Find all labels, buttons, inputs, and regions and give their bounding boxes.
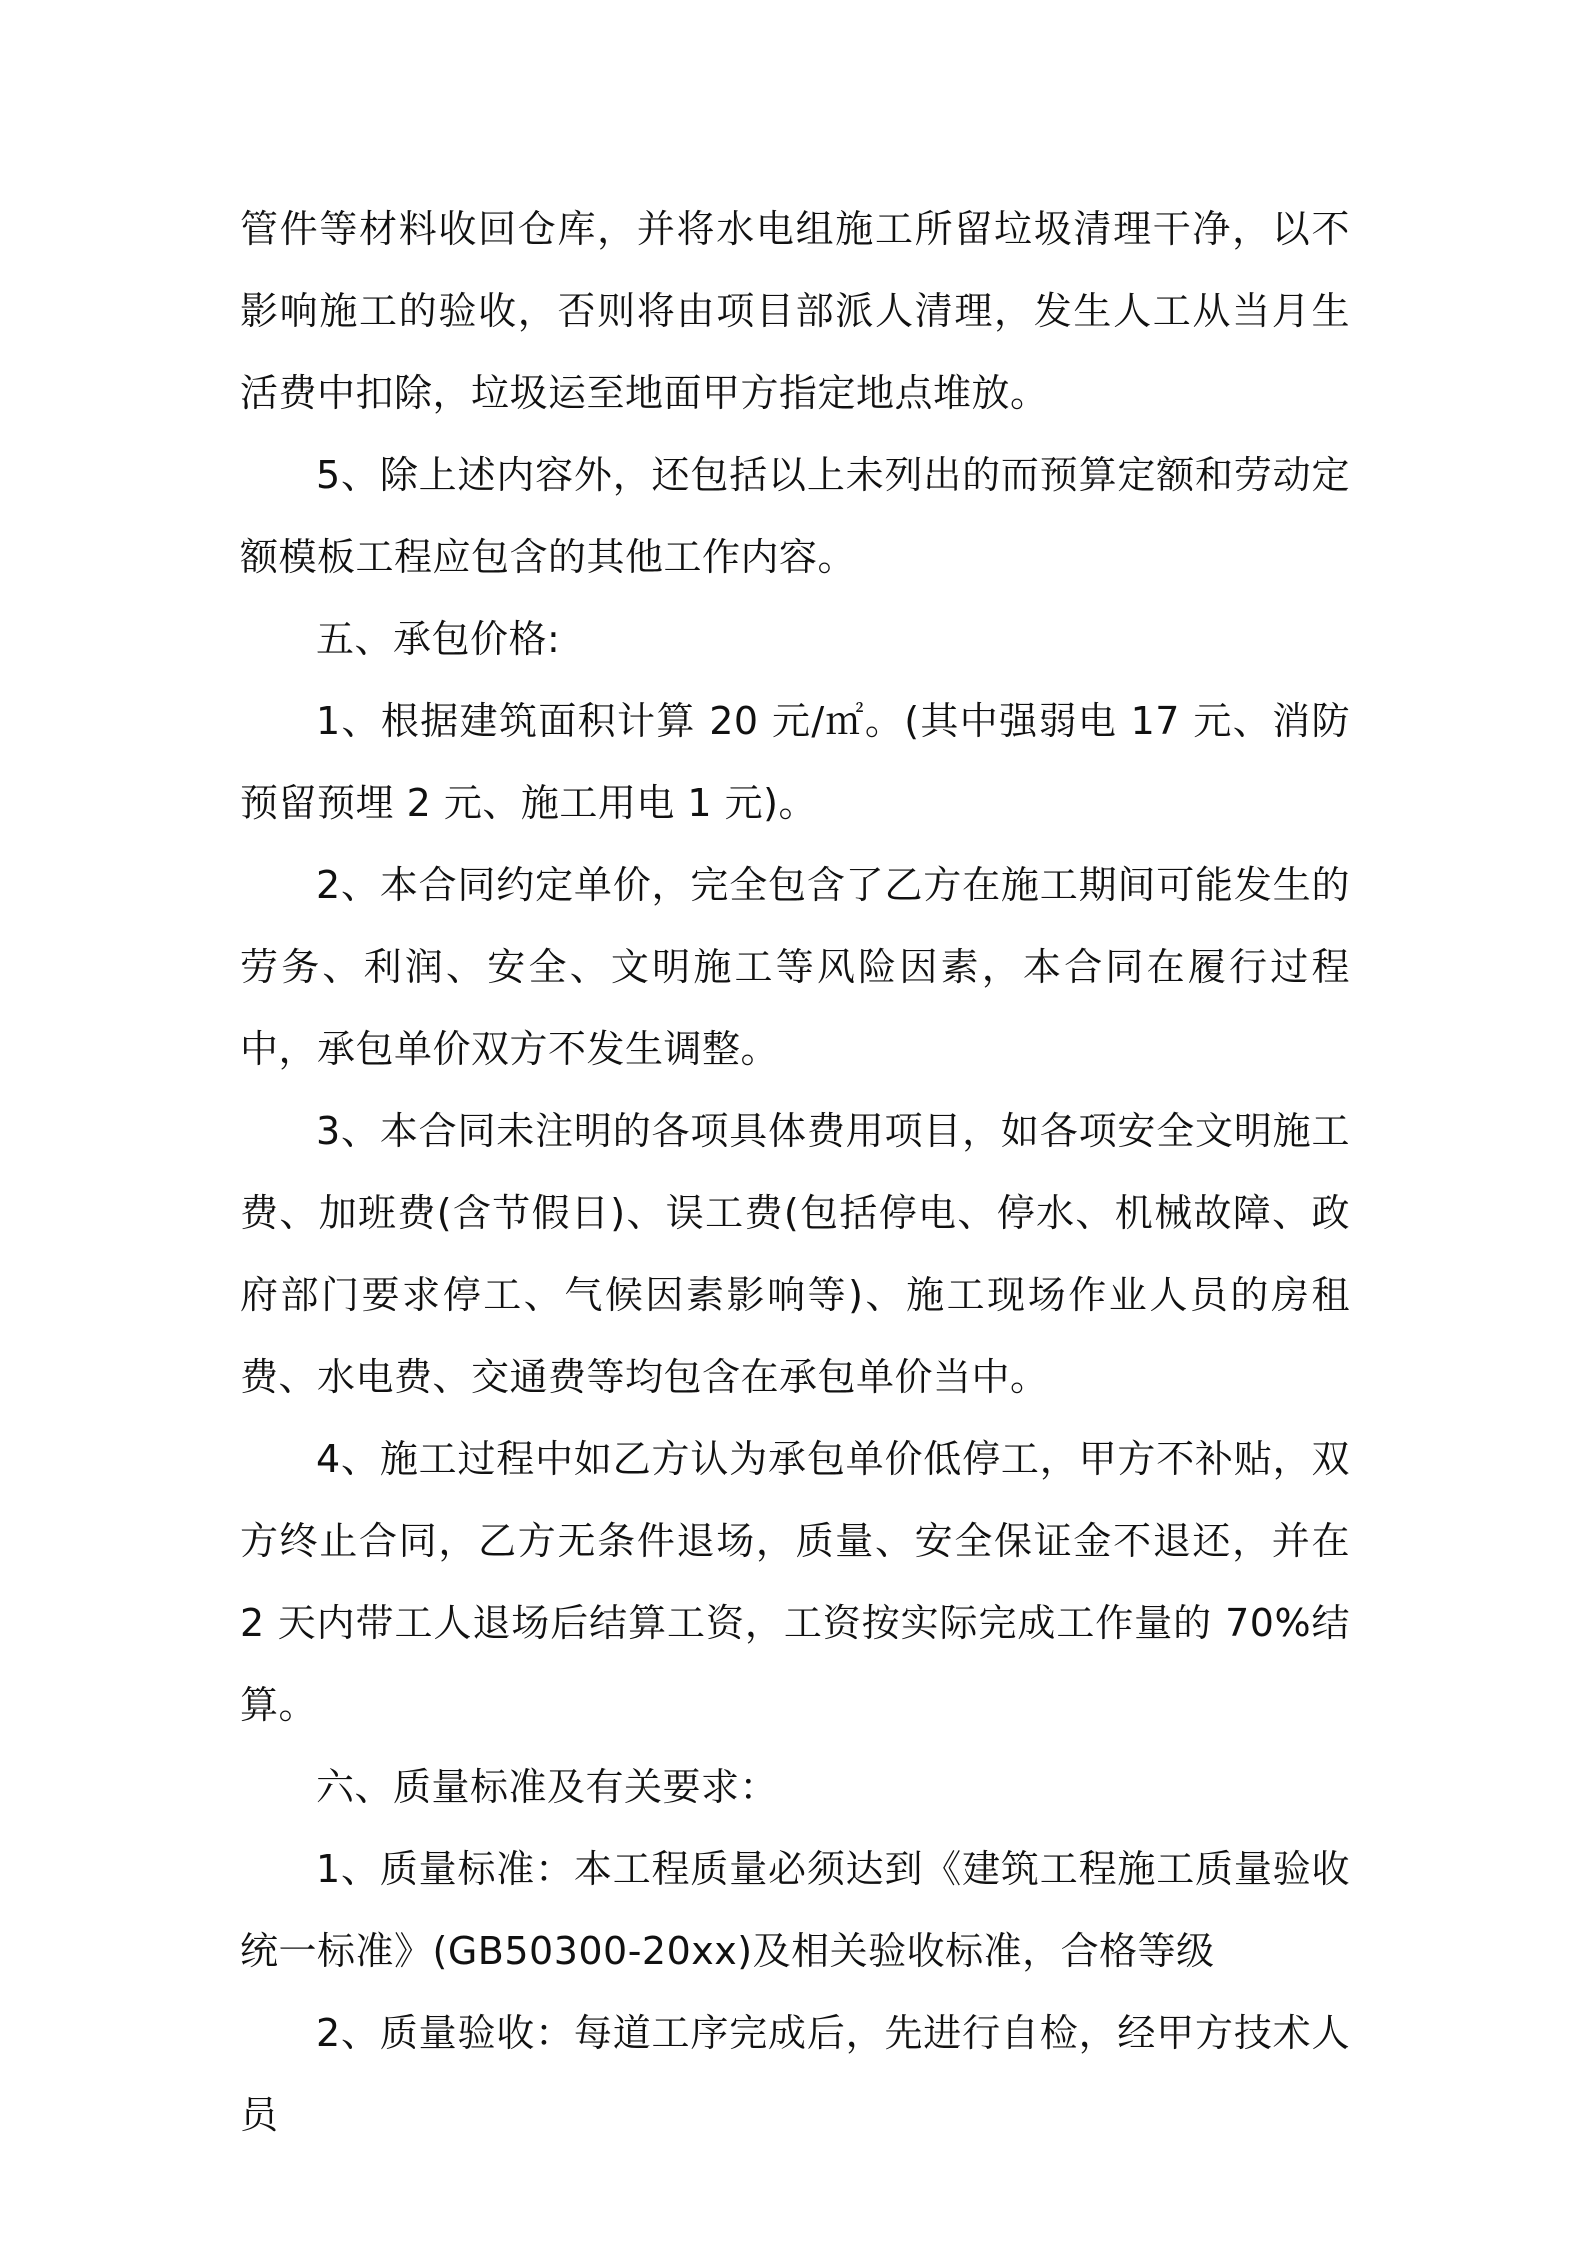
- paragraph-price-item-1: 1、根据建筑面积计算 20 元/㎡。(其中强弱电 17 元、消防预留预埋 2 元、施工用电 1 元)。: [240, 699, 1350, 825]
- section-heading-contract-price: 五、承包价格:: [316, 617, 561, 661]
- paragraph-quality-item-2: 2、质量验收：每道工序完成后，先进行自检，经甲方技术人员: [240, 2011, 1350, 2137]
- section-heading-quality-standards: 六、质量标准及有关要求：: [316, 1765, 779, 1809]
- paragraph-price-item-3: 3、本合同未注明的各项具体费用项目，如各项安全文明施工费、加班费(含节假日)、误工费(包括停电、停水、机械故障、政府部门要求停工、气候因素影响等)、施工现场作业人员的房租费、水电费、交通费等均包含在承包单价当中。: [240, 1109, 1350, 1399]
- paragraph-item-5-other-work: 5、除上述内容外，还包括以上未列出的而预算定额和劳动定额模板工程应包含的其他工作内容。: [240, 453, 1350, 579]
- paragraph-price-item-2: 2、本合同约定单价，完全包含了乙方在施工期间可能发生的劳务、利润、安全、文明施工等风险因素，本合同在履行过程中，承包单价双方不发生调整。: [240, 863, 1350, 1071]
- paragraph-price-item-4: 4、施工过程中如乙方认为承包单价低停工，甲方不补贴，双方终止合同，乙方无条件退场，质量、安全保证金不退还，并在 2 天内带工人退场后结算工资，工资按实际完成工作量的 70%结算。: [240, 1437, 1350, 1727]
- paragraph-cleanup-continuation: 管件等材料收回仓库，并将水电组施工所留垃圾清理干净，以不影响施工的验收，否则将由项目部派人清理，发生人工从当月生活费中扣除，垃圾运至地面甲方指定地点堆放。: [240, 207, 1350, 415]
- paragraph-quality-item-1: 1、质量标准：本工程质量必须达到《建筑工程施工质量验收统一标准》(GB50300-20xx)及相关验收标准，合格等级: [240, 1847, 1350, 1973]
- body-text: [240, 188, 1350, 2156]
